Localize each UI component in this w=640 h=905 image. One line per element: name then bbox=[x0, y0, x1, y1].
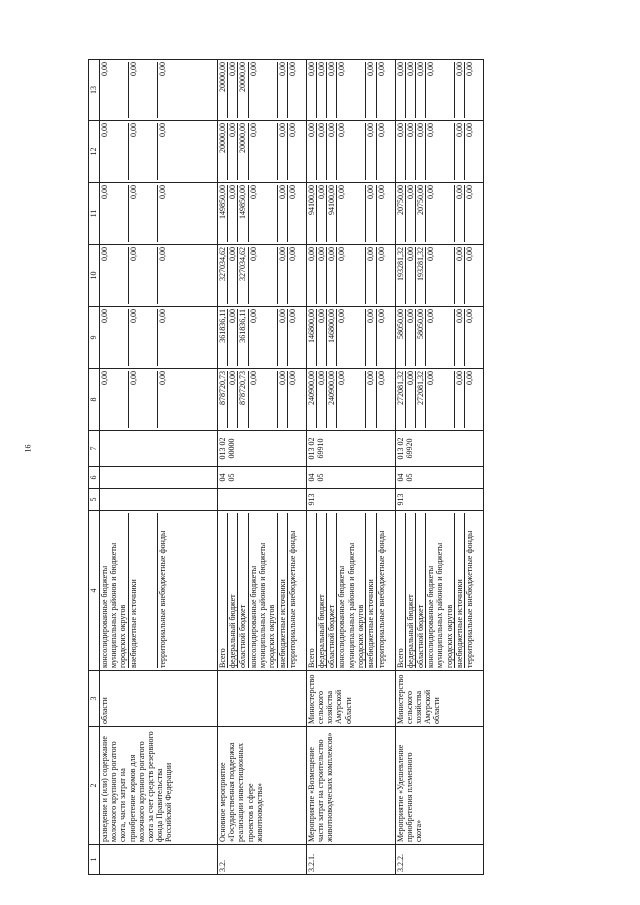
source-label: Всего bbox=[307, 513, 317, 668]
source-list bbox=[395, 511, 484, 671]
executor: Министерство сельского хозяйства Амурской области bbox=[395, 671, 484, 727]
source-label: федеральный бюджет bbox=[317, 513, 327, 668]
value-cell: 361836,11 0,00 361836,11 0,00 0,00 0,00 bbox=[218, 307, 307, 369]
value-cell: 149850,00 0,00 149850,00 0,00 0,00 0,00 bbox=[218, 183, 307, 245]
source-list bbox=[100, 511, 218, 671]
header-cell: 1 bbox=[89, 845, 100, 875]
header-cell: 6 bbox=[89, 467, 100, 489]
executor: Министерство сельского хозяйства Амурской области bbox=[306, 671, 395, 727]
table-row bbox=[218, 60, 307, 875]
value-cell: 0,00 0,00 0,00 bbox=[100, 60, 218, 121]
header-cell: 5 bbox=[89, 489, 100, 511]
value-cell: 240900,00 0,00 240900,00 0,00 0,00 0,00 bbox=[306, 369, 395, 431]
measure-name: Мероприятие «Удешевление приобретения племенного скота» bbox=[395, 727, 484, 845]
source-label: территориальные внебюджетные фонды bbox=[465, 530, 475, 668]
code-cell: 913 bbox=[395, 489, 484, 511]
page-number: 16 bbox=[23, 444, 33, 453]
source-label: консолидированные бюджеты муниципальных районов и бюджеты городских округов bbox=[337, 513, 366, 668]
code-cell: 013 02 00000 bbox=[218, 431, 307, 467]
value-cell: 0,00 0,00 0,00 0,00 0,00 0,00 bbox=[306, 121, 395, 183]
measure-name: Основное мероприятие «Государственная поддержка реализации инвестиционных проектов в сфере животноводства» bbox=[218, 727, 307, 845]
measure-name: разведение и (или) содержание молочного крупного рогатого скота, части затрат на приобретение кормов для молочного крупного рогатого скота за счет средств резервного фонда Правительства Российской Федерации bbox=[100, 727, 218, 845]
header-row bbox=[89, 60, 100, 875]
table-row bbox=[395, 60, 484, 875]
value-cell: 94100,00 0,00 94100,00 0,00 0,00 0,00 bbox=[306, 183, 395, 245]
landscape-sheet bbox=[88, 60, 608, 875]
measure-name: Мероприятие «Возмещение части затрат на строительство животноводческих комплексов» bbox=[306, 727, 395, 845]
source-label: областной бюджет bbox=[327, 513, 337, 668]
source-label: внебюджетные источники bbox=[366, 513, 376, 668]
value-cell: 0,00 0,00 0,00 0,00 0,00 0,00 bbox=[395, 121, 484, 183]
code-cell bbox=[218, 489, 307, 511]
header-cell: 8 bbox=[89, 369, 100, 431]
value-cell: 0,00 0,00 0,00 0,00 0,00 0,00 bbox=[395, 60, 484, 121]
value-cell: 0,00 0,00 0,00 bbox=[100, 121, 218, 183]
row-number bbox=[100, 845, 218, 875]
source-list bbox=[306, 511, 395, 671]
value-cell: 0,00 0,00 0,00 bbox=[100, 307, 218, 369]
header-cell: 7 bbox=[89, 431, 100, 467]
value-cell: 0,00 0,00 0,00 bbox=[100, 369, 218, 431]
source-label: консолидированные бюджеты муниципальных районов и бюджеты городских округов bbox=[426, 513, 455, 668]
header-cell: 9 bbox=[89, 307, 100, 369]
header-cell: 4 bbox=[89, 511, 100, 671]
row-number: 3.2. bbox=[218, 845, 307, 875]
table-row-continuation bbox=[100, 60, 218, 875]
source-label: внебюджетные источники bbox=[455, 513, 465, 668]
source-label: консолидированные бюджеты муниципальных районов и бюджеты городских округов bbox=[249, 513, 278, 668]
source-label: внебюджетные источники bbox=[278, 513, 288, 668]
source-label: Всего bbox=[396, 513, 406, 668]
code-cell: 013 02 69920 bbox=[395, 431, 484, 467]
row-number: 3.2.2. bbox=[395, 845, 484, 875]
program-budget-table bbox=[88, 59, 484, 875]
code-cell: 04 05 bbox=[306, 467, 395, 489]
header-cell: 12 bbox=[89, 121, 100, 183]
source-label: федеральный бюджет bbox=[228, 513, 238, 668]
header-cell: 3 bbox=[89, 671, 100, 727]
header-cell: 11 bbox=[89, 183, 100, 245]
value-cell: 146800,00 0,00 146800,00 0,00 0,00 0,00 bbox=[306, 307, 395, 369]
code-cell: 04 05 bbox=[395, 467, 484, 489]
value-cell: 0,00 0,00 0,00 0,00 0,00 0,00 bbox=[306, 60, 395, 121]
value-cell: 20000,00 0,00 20000,00 0,00 0,00 0,00 bbox=[218, 60, 307, 121]
value-cell: 0,00 0,00 0,00 bbox=[100, 245, 218, 307]
value-cell: 878720,73 0,00 878720,73 0,00 0,00 0,00 bbox=[218, 369, 307, 431]
source-label: областной бюджет bbox=[238, 513, 248, 668]
value-cell: 58050,00 0,00 58050,00 0,00 0,00 0,00 bbox=[395, 307, 484, 369]
executor: области bbox=[100, 671, 218, 727]
value-cell: 0,00 0,00 0,00 0,00 0,00 0,00 bbox=[306, 245, 395, 307]
source-label: областной бюджет bbox=[416, 513, 426, 668]
code-cell: 04 05 bbox=[218, 467, 307, 489]
source-label: территориальные внебюджетные фонды bbox=[287, 530, 297, 668]
source-label: консолидированные бюджеты муниципальных районов и бюджеты городских округов bbox=[100, 513, 129, 668]
value-cell: 20750,00 0,00 20750,00 0,00 0,00 0,00 bbox=[395, 183, 484, 245]
source-list bbox=[218, 511, 307, 671]
code-cell: 913 bbox=[306, 489, 395, 511]
value-cell: 272081,32 0,00 272081,32 0,00 0,00 0,00 bbox=[395, 369, 484, 431]
header-cell: 13 bbox=[89, 60, 100, 121]
header-cell: 10 bbox=[89, 245, 100, 307]
source-label: федеральный бюджет bbox=[406, 513, 416, 668]
value-cell: 193281,32 0,00 193281,32 0,00 0,00 0,00 bbox=[395, 245, 484, 307]
source-label: внебюджетные источники bbox=[129, 513, 158, 668]
code-cell: 013 02 69910 bbox=[306, 431, 395, 467]
table-row bbox=[306, 60, 395, 875]
executor bbox=[218, 671, 307, 727]
source-label: Всего bbox=[218, 513, 228, 668]
header-cell: 2 bbox=[89, 727, 100, 845]
source-label: территориальные внебюджетные фонды bbox=[158, 530, 167, 668]
value-cell: 0,00 0,00 0,00 bbox=[100, 183, 218, 245]
row-number: 3.2.1. bbox=[306, 845, 395, 875]
value-cell: 327034,62 0,00 327034,62 0,00 0,00 0,00 bbox=[218, 245, 307, 307]
value-cell: 20000,00 0,00 20000,00 0,00 0,00 0,00 bbox=[218, 121, 307, 183]
source-label: территориальные внебюджетные фонды bbox=[376, 530, 386, 668]
